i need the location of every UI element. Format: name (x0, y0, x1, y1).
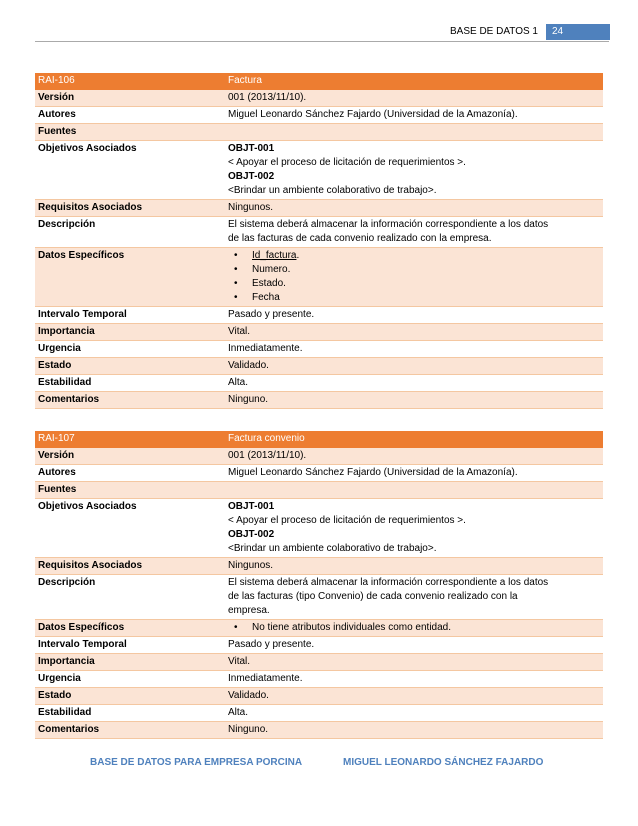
objective-text: < Apoyar el proceso de licitación de requerimientos >. (228, 157, 466, 168)
table-row (35, 558, 603, 575)
table-row (35, 248, 603, 307)
description-line: empresa. (228, 605, 270, 616)
row-value (225, 124, 603, 141)
row-label: Estabilidad (35, 705, 225, 722)
row-value: 001 (2013/11/10). (225, 448, 603, 465)
table-row (35, 217, 603, 248)
row-value: Ningunos. (225, 200, 603, 217)
row-value (225, 217, 603, 248)
rai-name: Factura convenio (225, 431, 603, 448)
table-row (35, 107, 603, 124)
row-value (225, 482, 603, 499)
row-value: Alta. (225, 705, 603, 722)
row-label: Autores (35, 465, 225, 482)
row-value: Vital. (225, 324, 603, 341)
description-line: El sistema deberá almacenar la información correspondiente a los datos (228, 219, 549, 230)
rai-name: Factura (225, 73, 603, 90)
table-row (35, 307, 603, 324)
table-row (35, 620, 603, 637)
table-row (35, 671, 603, 688)
header-title: BASE DE DATOS 1 (450, 26, 538, 37)
row-value: Ningunos. (225, 558, 603, 575)
list-item: • Fecha (228, 291, 600, 305)
row-label: Objetivos Asociados (35, 141, 225, 200)
row-label: Fuentes (35, 482, 225, 499)
row-label: Estado (35, 688, 225, 705)
table-row (35, 722, 603, 739)
row-label: Intervalo Temporal (35, 637, 225, 654)
row-value: Inmediatamente. (225, 671, 603, 688)
row-label: Urgencia (35, 341, 225, 358)
header-divider (35, 41, 609, 42)
objective-code: OBJT-002 (228, 529, 275, 540)
row-value (225, 248, 603, 307)
table-header-row (35, 73, 603, 90)
rai-table-106 (35, 73, 603, 409)
table-row (35, 358, 603, 375)
row-label: Comentarios (35, 722, 225, 739)
list-item: • Numero. (228, 263, 600, 277)
table-row (35, 688, 603, 705)
table-row (35, 575, 603, 620)
row-label: Urgencia (35, 671, 225, 688)
row-value: Miguel Leonardo Sánchez Fajardo (Universidad de la Amazonía). (225, 107, 603, 124)
row-value: Validado. (225, 358, 603, 375)
row-value: 001 (2013/11/10). (225, 90, 603, 107)
row-label: Datos Específicos (35, 248, 225, 307)
table-row (35, 465, 603, 482)
objective-code: OBJT-001 (228, 143, 275, 154)
description-line: de las facturas de cada convenio realizado con la empresa. (228, 233, 492, 244)
row-label: Intervalo Temporal (35, 307, 225, 324)
table-header-row (35, 431, 603, 448)
rai-table-107 (35, 431, 603, 739)
row-value (225, 499, 603, 558)
row-value (225, 141, 603, 200)
row-value (225, 575, 603, 620)
row-label: Descripción (35, 217, 225, 248)
table-row (35, 705, 603, 722)
table-row (35, 90, 603, 107)
row-value: Alta. (225, 375, 603, 392)
row-label: Estabilidad (35, 375, 225, 392)
row-label: Estado (35, 358, 225, 375)
row-label: Fuentes (35, 124, 225, 141)
footer-left: BASE DE DATOS PARA EMPRESA PORCINA (90, 757, 303, 768)
description-line: El sistema deberá almacenar la información correspondiente a los datos (228, 577, 549, 588)
rai-id: RAI-106 (35, 73, 225, 90)
table-row (35, 482, 603, 499)
table-row (35, 324, 603, 341)
row-label: Versión (35, 448, 225, 465)
table-row (35, 375, 603, 392)
objective-text: <Brindar un ambiente colaborativo de trabajo>. (228, 543, 437, 554)
description-line: de las facturas (tipo Convenio) de cada convenio realizado con la (228, 591, 518, 602)
footer-right: MIGUEL LEONARDO SÁNCHEZ FAJARDO (343, 757, 544, 768)
row-label: Descripción (35, 575, 225, 620)
table-row (35, 341, 603, 358)
page-number: 24 (546, 24, 610, 40)
row-label: Requisitos Asociados (35, 200, 225, 217)
row-label: Comentarios (35, 392, 225, 409)
table-row (35, 448, 603, 465)
row-label: Versión (35, 90, 225, 107)
row-value: Validado. (225, 688, 603, 705)
list-item-text: Id_factura (252, 250, 297, 261)
objective-text: < Apoyar el proceso de licitación de requerimientos >. (228, 515, 466, 526)
row-value: Pasado y presente. (225, 637, 603, 654)
row-label: Autores (35, 107, 225, 124)
row-value: Vital. (225, 654, 603, 671)
objective-text: <Brindar un ambiente colaborativo de trabajo>. (228, 185, 437, 196)
row-label: Objetivos Asociados (35, 499, 225, 558)
table-row (35, 200, 603, 217)
row-value: Ninguno. (225, 392, 603, 409)
table-row (35, 141, 603, 200)
objective-code: OBJT-001 (228, 501, 275, 512)
row-value: Pasado y presente. (225, 307, 603, 324)
row-label: Requisitos Asociados (35, 558, 225, 575)
objective-code: OBJT-002 (228, 171, 275, 182)
data-list (228, 621, 600, 635)
data-list (228, 249, 600, 305)
list-item: • Estado. (228, 277, 600, 291)
table-row (35, 654, 603, 671)
row-value: Inmediatamente. (225, 341, 603, 358)
list-item: • Id_factura. (228, 249, 600, 263)
rai-id: RAI-107 (35, 431, 225, 448)
table-row (35, 392, 603, 409)
row-label: Importancia (35, 324, 225, 341)
table-row (35, 124, 603, 141)
row-value (225, 620, 603, 637)
page-header (450, 24, 610, 40)
row-value: Ninguno. (225, 722, 603, 739)
list-item: • No tiene atributos individuales como entidad. (228, 621, 600, 635)
row-label: Importancia (35, 654, 225, 671)
row-value: Miguel Leonardo Sánchez Fajardo (Universidad de la Amazonía). (225, 465, 603, 482)
table-row (35, 499, 603, 558)
row-label: Datos Específicos (35, 620, 225, 637)
table-row (35, 637, 603, 654)
